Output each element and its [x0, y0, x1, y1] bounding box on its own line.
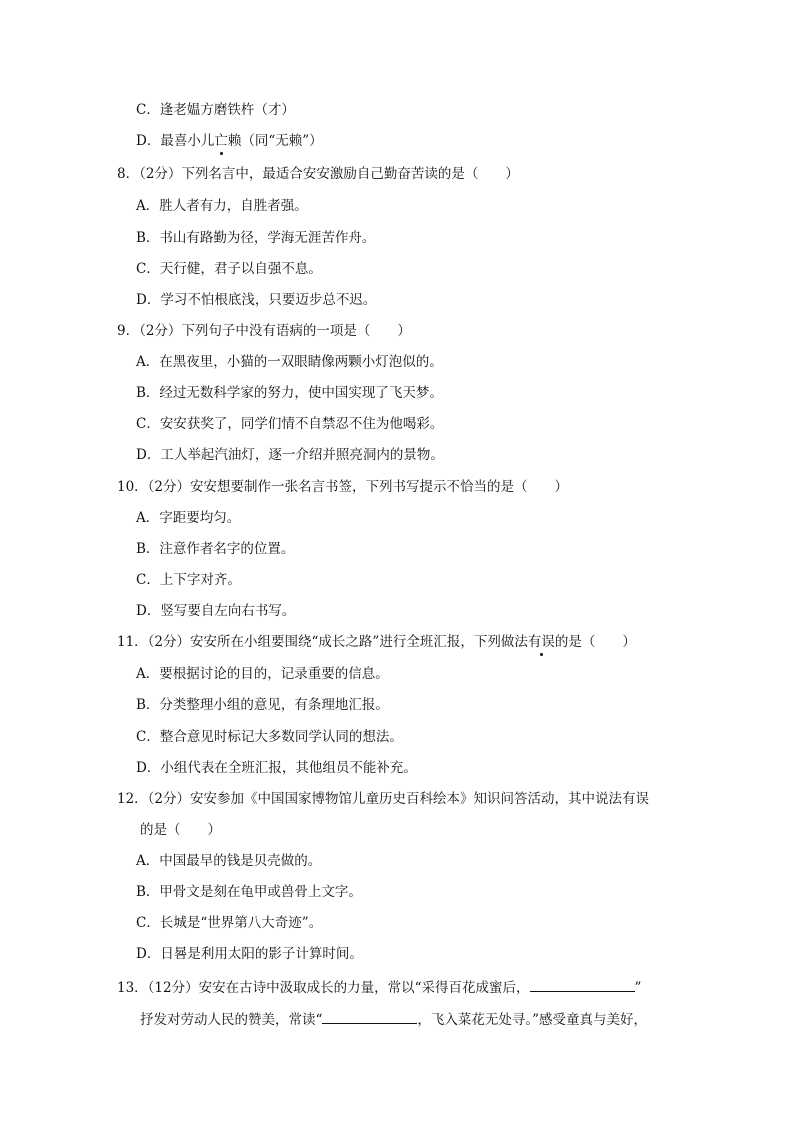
question-12-continued: 的是（ ） [140, 822, 221, 838]
question-10: 10．（2分）安安想要制作一张名言书签，下列书写提示不恰当的是（ ） [117, 479, 569, 495]
question-13-continued: 抒发对劳动人民的赞美，常读“ ，飞入菜花无处寻。”感受童真与美好， [140, 1009, 647, 1029]
option-9d: D．工人举起汽油灯，逐一介绍并照亮洞内的景物。 [136, 447, 444, 463]
option-8d: D．学习不怕根底浅，只要迈步总不迟。 [136, 292, 377, 308]
option-10b: B．注意作者名字的位置。 [136, 541, 295, 557]
option-10c: C．上下字对齐。 [136, 572, 241, 588]
option-11a: A．要根据讨论的目的，记录重要的信息。 [136, 666, 389, 682]
option-8b: B．书山有路勤为径，学海无涯苦作舟。 [136, 230, 376, 246]
option-11d: D．小组代表在全班汇报，其他组员不能补充。 [136, 760, 417, 776]
option-10a: A．字距要均匀。 [136, 510, 241, 526]
option-12a: A．中国最早的钱是贝壳做的。 [136, 853, 322, 869]
option-11c: C．整合意见时标记大多数同学认同的想法。 [136, 729, 403, 745]
option-12b: B．甲骨文是刻在龟甲或兽骨上文字。 [136, 884, 362, 900]
option-8c: C．天行健，君子以自强不息。 [136, 261, 322, 277]
option-11b: B．分类整理小组的意见，有条理地汇报。 [136, 697, 389, 713]
option-10d: D．竖写要自左向右书写。 [136, 603, 296, 619]
fill-in-blank-1[interactable] [530, 977, 635, 992]
option-9c: C．安安获奖了，同学们情不自禁忍不住为他喝彩。 [136, 416, 444, 432]
question-12: 12．（2分）安安参加《中国国家博物馆儿童历史百科绘本》知识问答活动，其中说法有误 [117, 791, 650, 807]
option-7c: C．逢老媪方磨铁杵（才） [136, 102, 295, 118]
question-9: 9．（2分）下列句子中没有语病的一项是（ ） [117, 323, 411, 339]
emphasis-dot-word: 有误 [527, 634, 555, 650]
question-8: 8．（2分）下列名言中，最适合安安激励自己勤奋苦读的是（ ） [117, 166, 519, 182]
fill-in-blank-2[interactable] [322, 1009, 417, 1024]
question-11: 11．（2分）安安所在小组要围绕“成长之路”进行全班汇报，下列做法有误的是（ ） [117, 634, 636, 650]
question-13: 13．（12分）安安在古诗中汲取成长的力量，常以“采得百花成蜜后， ” [117, 977, 641, 997]
option-9b: B．经过无数科学家的努力，使中国实现了飞天梦。 [136, 385, 443, 401]
option-9a: A．在黑夜里，小猫的一双眼睛像两颗小灯泡似的。 [136, 354, 443, 370]
option-8a: A．胜人者有力，自胜者强。 [136, 198, 308, 214]
option-12c: C．长城是“世界第八大奇迹”。 [136, 915, 323, 931]
option-12d: D．日晷是利用太阳的影子计算时间。 [136, 946, 363, 962]
emphasis-dot-char: 亡 [214, 133, 228, 149]
option-7d: D．最喜小儿亡赖（同“无赖”） [136, 133, 323, 149]
